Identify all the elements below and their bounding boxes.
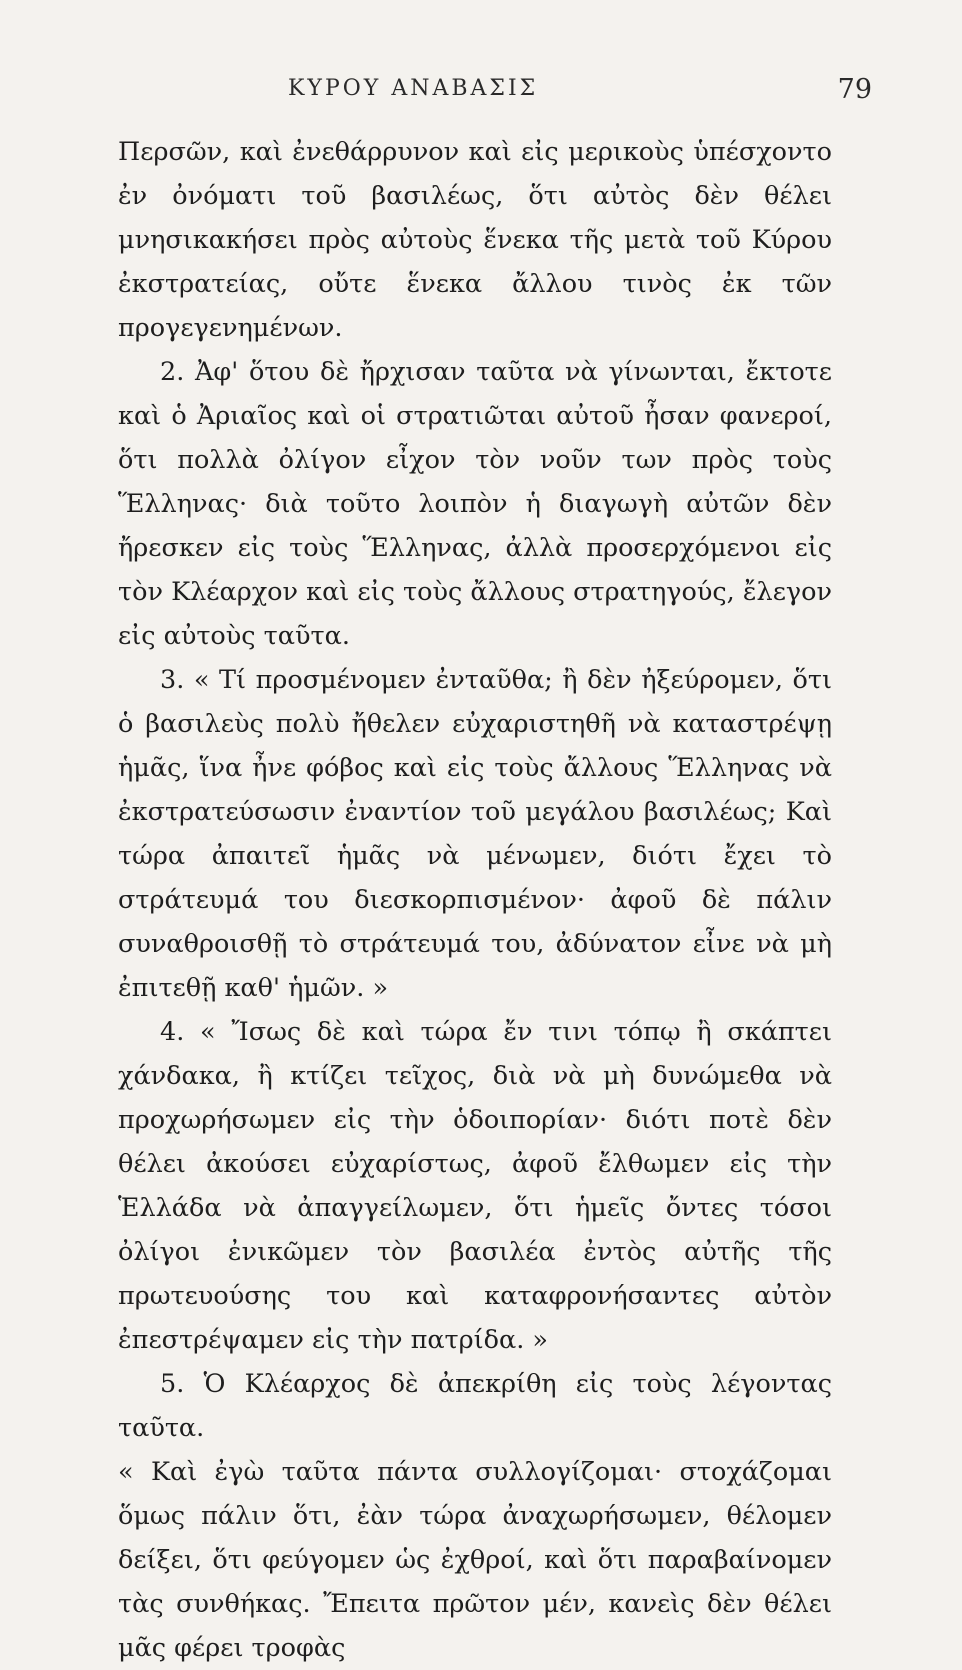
paragraph-section-5: 5. Ὁ Κλέαρχος δὲ ἀπεκρίθη εἰς τοὺς λέγοντας ταῦτα. <box>118 1369 832 1443</box>
paragraph-continuation: Περσῶν, καὶ ἐνεθάρρυνον καὶ εἰς μερικοὺς ὑπέσχοντο ἐν ὀνόματι τοῦ βασιλέως, ὅτι αὐτὸς δὲν θέλει μνησικακήσει πρὸς αὐτοὺς ἕνεκα τῆς μετὰ τοῦ Κύρου ἐκστρατείας, οὔτε ἕνεκα ἄλλου τινὸς ἐκ τῶν προγεγενημένων. <box>118 137 832 343</box>
paragraph-quote: « Καὶ ἐγὼ ταῦτα πάντα συλλογίζομαι· στοχάζομαι ὅμως πάλιν ὅτι, ἐὰν τώρα ἀναχωρήσωμεν, θέλομεν δείξει, ὅτι φεύγομεν ὡς ἐχθροί, καὶ ὅτι παραβαίνομεν τὰς συνθήκας. Ἔπειτα πρῶτον μέν, κανεὶς δὲν θέλει μᾶς φέρει τροφὰς <box>118 1457 832 1663</box>
running-title: ΚΥΡΟΥ ΑΝΑΒΑΣΙΣ <box>288 76 539 101</box>
paragraph-section-3: 3. « Τί προσμένομεν ἐνταῦθα; ἢ δὲν ἠξεύρομεν, ὅτι ὁ βασιλεὺς πολὺ ἤθελεν εὐχαριστηθῆ νὰ καταστρέψῃ ἡμᾶς, ἵνα ἦνε φόβος καὶ εἰς τοὺς ἄλλους Ἕλληνας νὰ ἐκστρατεύσωσιν ἐναντίον τοῦ μεγάλου βασιλέως; Καὶ τώρα ἀπαιτεῖ ἡμᾶς νὰ μένωμεν, διότι ἔχει τὸ στράτευμά του διεσκορπισμένον· ἀφοῦ δὲ πάλιν συναθροισθῇ τὸ στράτευμά του, ἀδύνατον εἶνε νὰ μὴ ἐπιτεθῇ καθ' ἡμῶν. » <box>118 665 832 1003</box>
running-head <box>118 74 872 116</box>
paragraph-section-4: 4. « Ἴσως δὲ καὶ τώρα ἔν τινι τόπῳ ἢ σκάπτει χάνδακα, ἢ κτίζει τεῖχος, διὰ νὰ μὴ δυνώμεθα νὰ προχωρήσωμεν εἰς τὴν ὁδοιπορίαν· διότι ποτὲ δὲν θέλει ἀκούσει εὐχαρίστως, ἀφοῦ ἔλθωμεν εἰς τὴν Ἑλλάδα νὰ ἀπαγγείλωμεν, ὅτι ἡμεῖς ὄντες τόσοι ὀλίγοι ἐνικῶμεν τὸν βασιλέα ἐντὸς αὐτῆς τῆς πρωτευούσης του καὶ καταφρονήσαντες αὐτὸν ἐπεστρέψαμεν εἰς τὴν πατρίδα. » <box>118 1017 832 1355</box>
body-text <box>118 130 832 1670</box>
paragraph-section-2: 2. Ἀφ' ὅτου δὲ ἤρχισαν ταῦτα νὰ γίνωνται, ἔκτοτε καὶ ὁ Ἀριαῖος καὶ οἱ στρατιῶται αὐτοῦ ἦσαν φανεροί, ὅτι πολλὰ ὀλίγον εἶχον τὸν νοῦν των πρὸς τοὺς Ἕλληνας· διὰ τοῦτο λοιπὸν ἡ διαγωγὴ αὐτῶν δὲν ἤρεσκεν εἰς τοὺς Ἕλληνας, ἀλλὰ προσερχόμενοι εἰς τὸν Κλέαρχον καὶ εἰς τοὺς ἄλλους στρατηγούς, ἔλεγον εἰς αὐτοὺς ταῦτα. <box>118 357 832 651</box>
page-number: 79 <box>837 74 872 105</box>
